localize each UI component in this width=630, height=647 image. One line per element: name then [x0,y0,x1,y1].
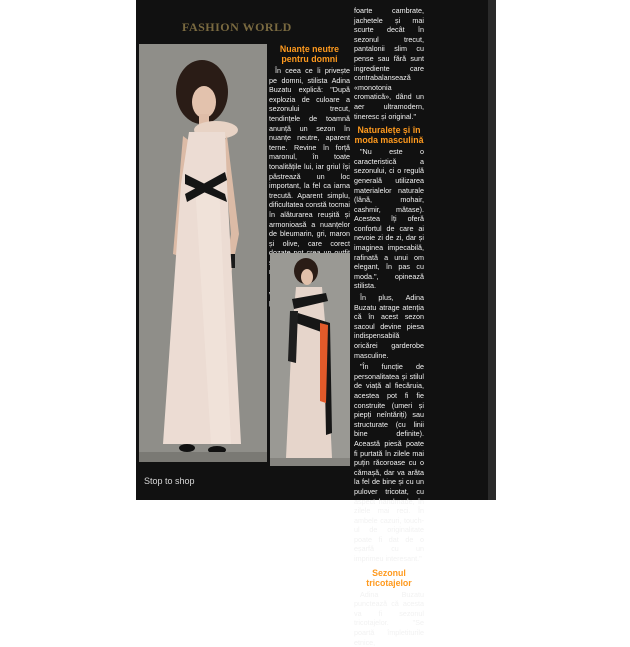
paragraph: foarte cambrate, jachetele și mai scurte decât în sezonul trecut, pantalonii slim cu pense sau fără sunt ingrediente care contrabalansează «monotonia cromatică», dând un aer ultramodern, tineresc și original." [354,6,424,121]
page-edge-shadow [488,0,496,500]
fashion-photo-gown [139,44,267,462]
paragraph: "În funcție de personalitatea și stilul de viață al fiecăruia, acestea pot fi fie construite (umeri și piepți neîntăriți) sau structurate (cu linii bine definite). Această piesă poate fi purtată în zilele mai puțin răcoroase cu o cămașă, dar va arăta la fel de bine și cu un pulover tricotat, cu aspect handmade, în zilele mai reci. În ambele cazuri, touch-ul de originalitate poate fi dat de o eșarfă cu un imprimeu interesant." [354,362,424,564]
section-heading-naturalness: Naturalețe și în moda masculină [354,125,424,146]
model-figure-illustration [139,44,267,462]
page-footer: Stop to shop [144,476,195,486]
section-heading-knitwear: Sezonul tricotajelor [366,567,412,588]
section-heading-neutral-tones: Nuanțe neutre pentru domni [279,44,340,64]
model-draped-illustration [270,253,350,466]
paragraph: "Nu este o caracteristică a sezonului, ci o regulă generală utilizarea materialelor naturale (lână, mohair, cashmir, mătase). Acestea îți oferă confortul de care ai nevoie zi de zi, dar și imaginea impecabilă, rafinată a unui om elegant, în pas cu moda.", opinează stilista. [354,147,424,291]
fashion-photo-draped [270,253,350,466]
paragraph: În plus, Adina Buzatu atrage atenția că în acest sezon sacoul devine piesa indispensabilă oricărei garderobe masculine. [354,293,424,360]
magazine-page [136,0,496,647]
article-column-middle [269,44,350,250]
section-header: FASHION WORLD [182,20,292,34]
paragraph: Adina Buzatu punctează că acesta va fi sezonul tricotajelor. "Se poartă împletiturile etnice, [354,589,424,647]
article-column-right [354,6,424,647]
paragraph: În ceea ce îi privește pe domni, stilista Adina Buzatu explică: "După explozia de culoare a sezonului trecut, tendințele de toamnă anunță un sezon în nuanțe neutre, aparent terne. Revine în forță maronul, în toate tonalitățile lui, iar griul își păstrează un loc important, la fel ca iarna trecută. Aparent simplu, dificultatea constă tocmai în alăturarea reușită și armonioasă a nuanțelor de bleumarin, gri, maron și olive, care corect [269,66,350,248]
